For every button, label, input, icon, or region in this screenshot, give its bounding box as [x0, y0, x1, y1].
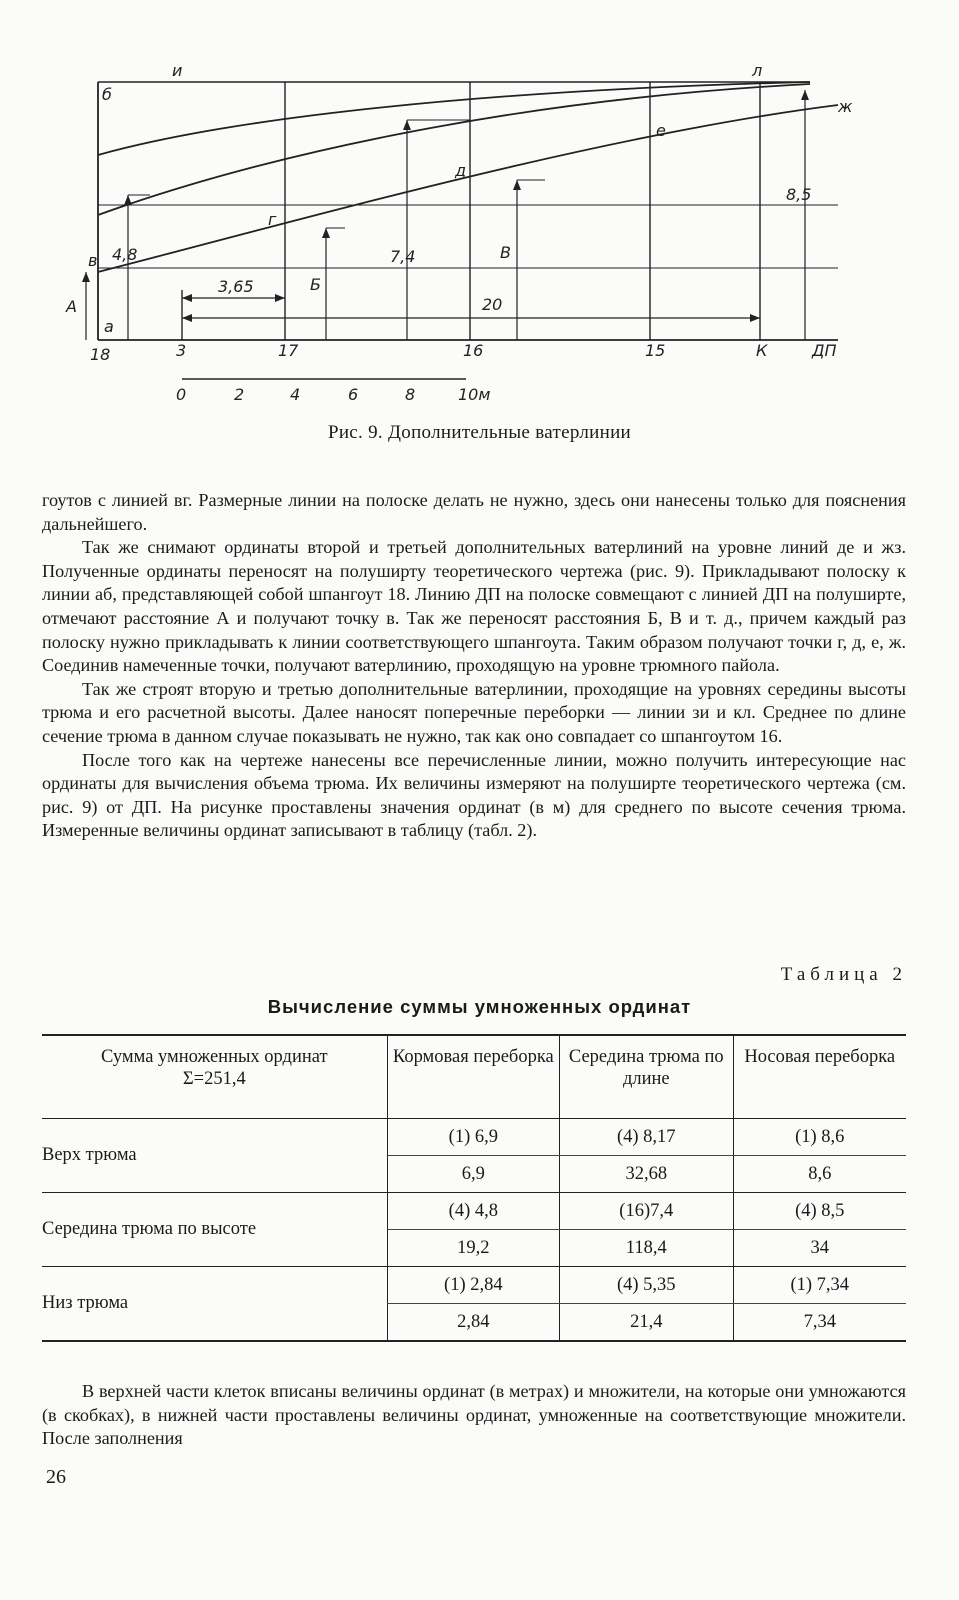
label-g: г — [268, 210, 277, 229]
dim-label-B: Б — [310, 275, 321, 294]
paragraph: Так же снимают ординаты второй и третьей дополнительных ватерлиний на уровне линий де и жз. Полученные ординаты переносят на полуширту теоретического чертежа (рис. 9). Прикладывают полоску к линии аб, представляющей собой шпангоут 18. Линию ДП на полоске совмещают с линией ДП на полуширте, отмечают расстояние А и получают точку в. Так же переносят расстояния Б, В и т. д., причем каждый раз полоску нужно прикладывать к линии соответствующего шпангоута. Таким образом получают точки г, д, е, ж. Соединив намеченные точки, получают ватерлинию, проходящую на уровне трюмного пайола. — [42, 537, 906, 676]
station-label-3: 3 — [176, 341, 187, 360]
scale-label-6: 6 — [348, 385, 359, 404]
table-cell: 2,84 — [387, 1304, 559, 1342]
label-zh: ж — [838, 97, 853, 116]
dim-label-A: А — [66, 297, 77, 316]
dim-label-V: В — [500, 243, 511, 262]
station-label-17: 17 — [278, 341, 299, 360]
header-aft-bulkhead: Кормовая переборка — [387, 1035, 559, 1119]
label-l: л — [752, 61, 763, 80]
table-cell: (1) 7,34 — [733, 1267, 906, 1304]
paragraph: Так же строят вторую и третью дополнительные ватерлинии, проходящие на уровнях середины высоты трюма и его расчетной высоты. Далее наносят поперечные переборки — линии зи и кл. Среднее по длине сечение трюма в данном случае показывать не нужно, так как оно совпадает со шпангоутом 16. — [42, 678, 906, 746]
label-d: д — [455, 161, 467, 180]
paragraph: гоутов с линией вг. Размерные линии на полоске делать не нужно, здесь они нанесены только для пояснения дальнейшего. — [42, 490, 906, 534]
table-cell: 8,6 — [733, 1156, 906, 1193]
label-a: а — [104, 317, 114, 336]
paragraph: После того как на чертеже нанесены все перечисленные линии, можно получить интересующие нас ординаты для вычисления объема трюма. Их величины измеряют на полуширте теоретического чертежа (см. рис. 9) от ДП. На рисунке проставлены значения ординат (в м) для среднего по высоте сечения трюма. Измеренные величины ординат записывают в таблицу (табл. 2). — [42, 749, 906, 841]
table-cell: (4) 8,5 — [733, 1193, 906, 1230]
table-title: Вычисление суммы умноженных ординат — [267, 996, 692, 1017]
scale-label-0: 0 — [176, 385, 187, 404]
dim-label-8-5: 8,5 — [786, 185, 812, 204]
scale-label-2: 2 — [234, 385, 245, 404]
scale-label-10m: 10м — [458, 385, 491, 404]
label-v: в — [88, 251, 98, 270]
dim-label-3-65: 3,65 — [218, 277, 254, 296]
figure-9 — [0, 0, 959, 420]
station-label-dp: ДП — [812, 341, 837, 360]
table-cell: (16)7,4 — [560, 1193, 733, 1230]
scale-label-8: 8 — [405, 385, 416, 404]
waterline-middle-curve — [98, 84, 810, 215]
body-text-bottom — [42, 1380, 906, 1451]
table-cell: (4) 5,35 — [560, 1267, 733, 1304]
table-cell: 6,9 — [387, 1156, 559, 1193]
waterlines-drawing — [0, 0, 959, 420]
ordinates-table — [42, 1034, 906, 1342]
table-cell: 19,2 — [387, 1230, 559, 1267]
station-label-18: 18 — [90, 345, 111, 364]
page-number: 26 — [46, 1466, 66, 1488]
station-label-k: К — [756, 341, 768, 360]
figure-caption: Рис. 9. Дополнительные ватерлинии — [327, 422, 632, 443]
label-b: б — [102, 85, 112, 104]
header-mid-hold: Середина трюма по длине — [560, 1035, 733, 1119]
label-e: е — [656, 121, 666, 140]
dim-label-20: 20 — [482, 295, 503, 314]
row-label-bottom: Низ трюма — [42, 1267, 387, 1342]
dim-label-7-4: 7,4 — [390, 247, 416, 266]
table-cell: (4) 8,17 — [560, 1119, 733, 1156]
body-text-top — [42, 489, 906, 843]
table-cell: (4) 4,8 — [387, 1193, 559, 1230]
header-fore-bulkhead: Носовая переборка — [733, 1035, 906, 1119]
row-label-top: Верх трюма — [42, 1119, 387, 1193]
table-cell: 118,4 — [560, 1230, 733, 1267]
table-cell: 34 — [733, 1230, 906, 1267]
table-cell: 21,4 — [560, 1304, 733, 1342]
station-label-16: 16 — [463, 341, 484, 360]
row-label-middle: Середина трюма по высоте — [42, 1193, 387, 1267]
waterline-top-curve — [98, 82, 810, 155]
table-label: Таблица 2 — [780, 964, 907, 985]
table-cell: (1) 8,6 — [733, 1119, 906, 1156]
table-cell: 32,68 — [560, 1156, 733, 1193]
table-cell: (1) 6,9 — [387, 1119, 559, 1156]
label-i: и — [172, 61, 183, 80]
paragraph: В верхней части клеток вписаны величины ординат (в метрах) и множители, на которые они умножаются (в скобках), в нижней части проставлены величины ординат, умноженные на соответствующие множители. После заполнения — [42, 1381, 906, 1449]
header-sum: Сумма умноженных ординат Σ=251,4 — [42, 1035, 387, 1119]
table-cell: (1) 2,84 — [387, 1267, 559, 1304]
dim-label-4-8: 4,8 — [112, 245, 138, 264]
table-cell: 7,34 — [733, 1304, 906, 1342]
station-label-15: 15 — [645, 341, 666, 360]
scale-label-4: 4 — [290, 385, 301, 404]
